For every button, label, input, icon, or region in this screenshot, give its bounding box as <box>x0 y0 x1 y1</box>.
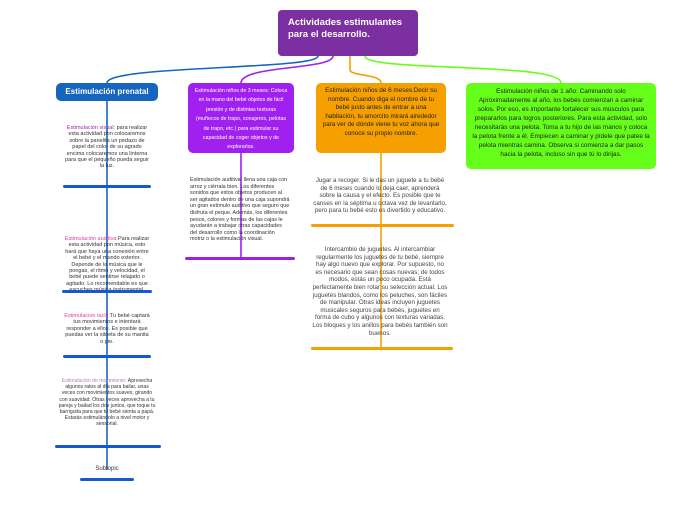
prenatal-tactile-topic[interactable] <box>64 313 150 353</box>
six-month-pickup-text: Jugar a recoger. Si le das un juguete a tu bebé de 6 meses cuando lo deja caer, aprenderá sobre la causa y el efecto. Es posible que te canses en la séptima u octava vez de levantarlo, pero para tu bebé esto es divertido y educativo. <box>313 177 447 215</box>
topic-underline <box>62 290 152 293</box>
branch-1-year[interactable] <box>466 83 656 169</box>
topic-underline <box>63 355 151 358</box>
branch-3-months[interactable] <box>188 83 294 153</box>
prenatal-movement-title: Estimulación de movimiento: <box>61 378 127 384</box>
topic-underline <box>63 185 151 188</box>
prenatal-auditory-topic[interactable] <box>64 236 150 288</box>
topic-underline <box>185 257 295 260</box>
subtopic-label: Subtopic <box>95 466 119 472</box>
prenatal-movement-text: Aprovecha algunos ratos al día para bailar, unas veces con movimientos suaves, girando con suavidad. Otras veces aprovecha a tu pareja y bailad los dos juntos, que toque tu barriguita para que tu bebé sienta a papá. Estarás estimulándolo a nivel motor y sensorial. <box>58 378 156 428</box>
central-topic[interactable] <box>278 10 418 56</box>
six-month-pickup-topic[interactable] <box>312 177 448 221</box>
prenatal-visual-topic[interactable] <box>64 125 150 183</box>
six-month-toys-topic[interactable] <box>312 246 448 344</box>
branch-prenatal[interactable] <box>56 83 158 101</box>
prenatal-visual-title: Estimulación visual: <box>66 125 116 131</box>
three-month-auditory-topic[interactable] <box>190 177 290 255</box>
prenatal-auditory-text: Para realizar esta actividad pon música, esto hará que haya una conexión entre el bebé y el mundo exterior. Depende de la música que le pongas, el ritmo y velocidad, el bebé puede sentirse relajado o agitado. Lo recomendable es que <box>65 236 150 287</box>
topic-underline <box>311 347 453 350</box>
branch-6-months[interactable] <box>316 83 446 153</box>
prenatal-tactile-text: Tu bebé captará tus movimientos e intentará responder a ellos. Es posible que puedas ver la silueta de su manita o pie. <box>65 313 150 345</box>
prenatal-movement-topic[interactable] <box>58 378 156 442</box>
prenatal-visual-text: para realizar esta actividad pon colocaremos sobre la panelita un pedazo de papel del color de su agrado encima colocaremos una linterna para que el pequeño pueda seguir la luz. <box>65 125 149 170</box>
topic-underline <box>55 445 161 448</box>
branch-1-year-label: Estimulación niños de 1 año: Caminando solo Aproximadamente al año, los bebés comienzan a caminar solos. Por eso, es importante fortalecer sus músculos para prepararlos para logros posteriores. Para esta actividad, solo necesitarás una pelota. Toma a tu hijo de las manos y coloca la pelota frente a él. Empiecen a caminar y pídele que patee la pelota mientras camina. Observa si comienza a dar pasos hacia la pelota, incluso sin que tú lo dirijas. <box>472 88 650 158</box>
three-month-auditory-text: Estimulación auditiva: llena una caja con arroz y ciérrala bien. Los diferentes sonidos que estos objetos producen al ser agitados dentro de una caja supondrá un gran estímulo auditivo que seguro que disfruta el peque. Además, los diferentes pesos, colores y formas de las cajas le ayudarán a trabajar otras capacidades del desarrollo como la coordinación motriz o la estimulación visual. <box>190 177 290 243</box>
prenatal-auditory-title: Estimulación auditiva: <box>64 236 118 242</box>
subtopic[interactable] <box>80 466 134 472</box>
prenatal-tactile-title: Estimulacion tactil: <box>64 313 110 319</box>
branch-3-months-label: Estimulación niños de 3 meses: Coloca en la mano del bebé objetos de fácil presión y de distintas texturas (muñecos de trapo, sonajeros, pelotas de trapo, etc.) para estimular su capacidad de coger objetos y de explorarlos. <box>194 88 288 151</box>
topic-underline <box>80 478 134 481</box>
six-month-toys-text: Intercambio de juguetes. Al intercambiar regularmente los juguetes de tu bebé, siempre hay algo nuevo que explorar. Por supuesto, no es necesario que sean cosas nuevas; de todos modos, estás un poco ocupada. Está perfectamente bien rotar su selección actual. Los juguetes blandos, como los peluches, son fáciles de manipular. Otras ideas incluyen juguetes musicales seguros para bebés, juguetes en forma de cubo y algunos con texturas variadas. Los bloques y los anillos para bebés también son buenos. <box>312 246 448 337</box>
branch-prenatal-label: Estimulación prenatal <box>65 87 149 96</box>
topic-underline <box>311 224 454 227</box>
central-topic-label: Actividades estimulantes para el desarrollo. <box>288 17 403 40</box>
branch-6-months-label: Estimulación niños de 6 meses:Decir su nombre. Cuando diga el nombre de tu bebé justo antes de entrar a una habitación, tu amorcito mirará alrededor para ver de dónde viene tu voz ahora que conoce su propio nombre. <box>322 87 440 137</box>
